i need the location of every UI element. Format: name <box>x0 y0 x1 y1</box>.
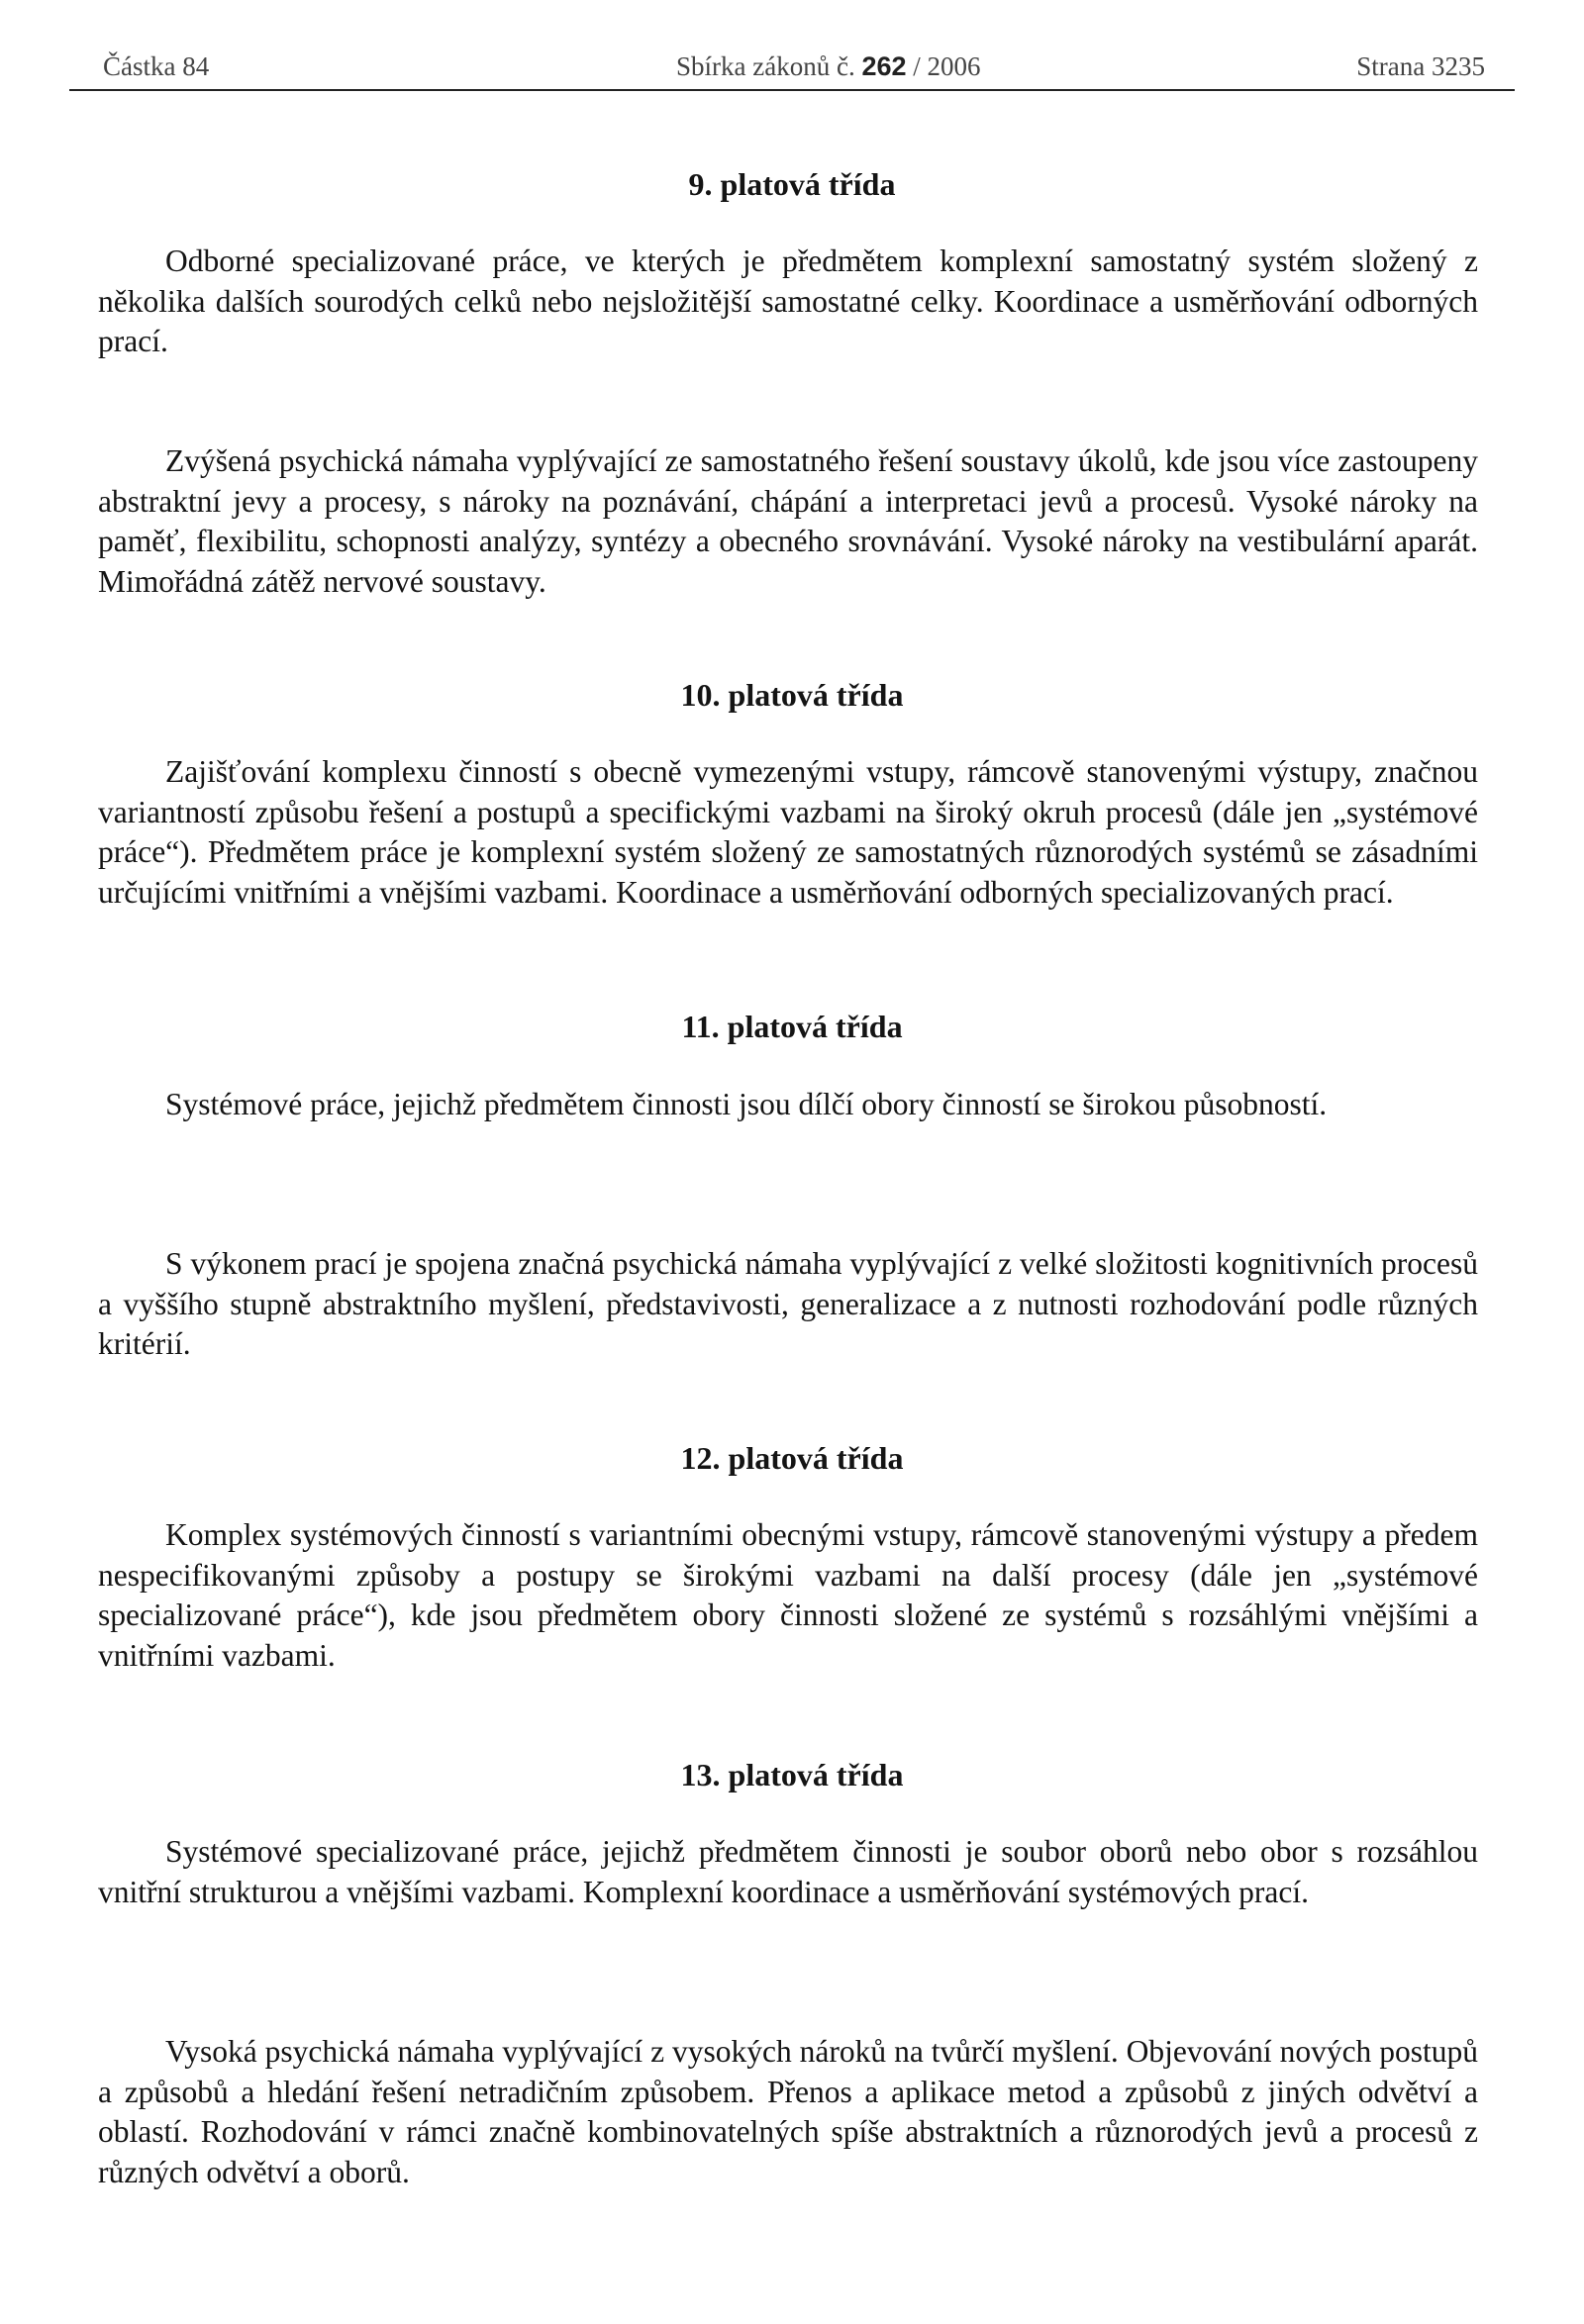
header-page-number: Strana 3235 <box>1356 51 1485 81</box>
header-year: / 2006 <box>913 51 981 81</box>
header-issue: Částka 84 <box>103 51 210 81</box>
section-11-paragraph-2: S výkonem prací je spojena značná psychická námaha vyplývající z velké složitosti kognitivních procesů a vyššího stupně abstraktního myšlení, představivosti, generalizace a z nutnosti rozhodování podle různých kritérií. <box>98 1246 1478 1361</box>
section-heading-12: 12. platová třída <box>680 1440 904 1476</box>
section-13-paragraph-2: Vysoká psychická námaha vyplývající z vysokých nároků na tvůrčí myšlení. Objevování nových postupů a způsobů a hledání řešení netradičním způsobem. Přenos a aplikace metod a způsobů z jiných odvětví a oblastí. Rozhodování v rámci značně kombinovatelných spíše abstraktních a různorodých jevů a procesů z různých odvětví a oborů. <box>98 2034 1478 2189</box>
section-13-paragraph-1: Systémové specializované práce, jejichž předmětem činnosti je soubor oborů nebo obor s rozsáhlou vnitřní strukturou a vnějšími vazbami. Komplexní koordinace a usměrňování systémových prací. <box>98 1834 1478 1909</box>
section-9-paragraph-2: Zvýšená psychická námaha vyplývající ze samostatného řešení soustavy úkolů, kde jsou více zastoupeny abstraktní jevy a procesy, s nároky na poznávání, chápání a interpretaci jevů a procesů. Vysoké nároky na paměť, flexibilitu, schopnosti analýzy, syntézy a obecného srovnávání. Vysoké nároky na vestibulární aparát. Mimořádná zátěž nervové soustavy. <box>98 443 1478 599</box>
header-collection-prefix: Sbírka zákonů č. <box>676 51 855 81</box>
section-10-paragraph-1: Zajišťování komplexu činností s obecně vymezenými vstupy, rámcově stanovenými výstupy, značnou variantností způsobu řešení a postupů a specifickými vazbami na široký okruh procesů (dále jen „systémové práce“). Předmětem práce je komplexní systém složený ze samostatných různorodých systémů se zásadními určujícími vnitřními a vnějšími vazbami. Koordinace a usměrňování odborných specializovaných prací. <box>98 754 1478 910</box>
section-heading-10: 10. platová třída <box>680 677 904 713</box>
section-12-paragraph-1: Komplex systémových činností s variantními obecnými vstupy, rámcově stanovenými výstupy a předem nespecifikovanými způsoby a postupy se širokými vazbami na další procesy (dále jen „systémové specializované práce“), kde jsou předmětem obory činnosti složené ze systémů s rozsáhlými vnějšími a vnitřními vazbami. <box>98 1517 1478 1673</box>
section-heading-11: 11. platová třída <box>681 1009 903 1044</box>
section-heading-13: 13. platová třída <box>680 1757 904 1792</box>
header-law-number: 262 <box>861 51 907 81</box>
section-heading-9: 9. platová třída <box>688 166 896 202</box>
section-11-paragraph-1: Systémové práce, jejichž předmětem činnosti jsou dílčí obory činností se širokou působností. <box>165 1087 1328 1121</box>
section-9-paragraph-1: Odborné specializované práce, ve kterých je předmětem komplexní samostatný systém složený z několika dalších sourodých celků nebo nejsložitější samostatné celky. Koordinace a usměrňování odborných prací. <box>98 243 1478 358</box>
